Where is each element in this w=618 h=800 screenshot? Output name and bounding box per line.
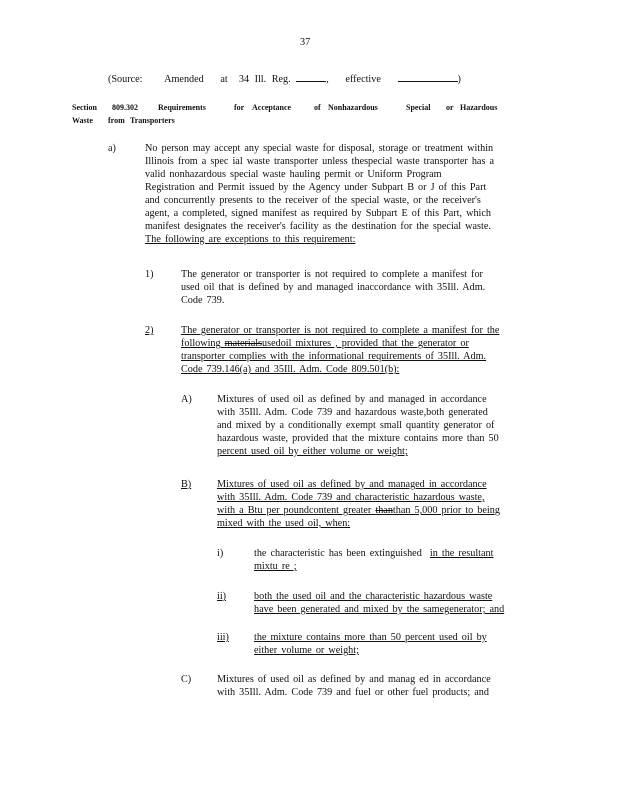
underlined-text: in the resultant — [429, 548, 494, 559]
text-segment: following — [181, 338, 221, 349]
text-line: have been generated and mixed by the samegenerator; and — [254, 604, 505, 615]
heading-word: Transporters — [130, 116, 175, 125]
text-line: mixed with the used oil, when: — [217, 518, 351, 529]
text-line: The generator or transporter is not required to complete a manifest for the — [181, 325, 500, 336]
text-line: Code 739.146(a) and 35Ill. Adm. Code 809.501(b): — [181, 364, 400, 375]
heading-word: Acceptance — [252, 103, 292, 112]
item-1-marker: 1) — [145, 269, 154, 280]
heading-word: from — [108, 116, 125, 125]
text-segment: than 5,000 prior to being — [392, 505, 500, 516]
text-line: both the used oil and the characteristic hazardous waste — [254, 591, 493, 602]
para-a-marker: a) — [108, 143, 116, 154]
text-segment: the characteristic has been extinguished — [254, 548, 422, 559]
item-A-marker: A) — [181, 394, 192, 405]
item-B-marker: B) — [181, 479, 192, 490]
text-line: with 35Ill. Adm. Code 739 and hazardous waste,both generated — [217, 407, 488, 418]
text-line: Registration and Permit issued by the Agency under Subpart B or J of this Part — [145, 182, 487, 193]
reg-blank — [296, 81, 326, 82]
section-label: Section — [72, 103, 97, 112]
text-line: and mixed by a conditionally exempt small quantity generator of — [217, 420, 495, 431]
heading-word: Requirements — [158, 103, 206, 112]
text-line: with 35Ill. Adm. Code 739 and characteristic hazardous waste, — [217, 492, 485, 503]
text-line: transporter complies with the informational requirements of 35Ill. Adm. — [181, 351, 487, 362]
heading-word: Hazardous — [460, 103, 498, 112]
item-1-text — [181, 268, 485, 307]
effective-blank — [398, 81, 458, 82]
heading-word: Waste — [72, 116, 93, 125]
section-heading-line2 — [72, 116, 232, 125]
text-line: either volume or weight; — [254, 645, 359, 656]
source-amended: Amended — [164, 74, 204, 85]
item-2-marker: 2) — [145, 325, 154, 336]
underlined-text-line: mixtu re ; — [254, 561, 297, 572]
page-number: 37 — [300, 37, 311, 48]
heading-word: Special — [406, 103, 431, 112]
text-line: Mixtures of used oil as defined by and managed in accordance — [217, 479, 487, 490]
item-C-text — [217, 673, 491, 699]
text-line: The generator or transporter is not required to complete a manifest for — [181, 269, 483, 280]
item-iii-marker: iii) — [217, 632, 229, 643]
text-line — [254, 547, 493, 560]
source-close: ) — [457, 74, 461, 85]
heading-word: for — [234, 103, 245, 112]
heading-word: of — [314, 103, 321, 112]
text-line: the mixture contains more than 50 percent used oil by — [254, 632, 487, 643]
source-effective: effective — [345, 74, 381, 85]
item-iii-text — [254, 631, 487, 657]
item-C-marker: C) — [181, 674, 192, 685]
underlined-text-line: The following are exceptions to this requirement: — [145, 234, 356, 245]
text-line: Mixtures of used oil as defined by and managed in accordance — [217, 394, 487, 405]
source-note: (Source: Amended at 34 Ill. Reg. , effective ) — [108, 74, 461, 85]
text-segment: usedoil mixtures , provided that the generator or — [262, 338, 469, 349]
underlined-text-line: percent used oil by either volume or weight; — [217, 446, 408, 457]
text-line: agent, a completed, signed manifest as required by Subpart E of this Part, which — [145, 208, 491, 219]
struck-text: than — [375, 505, 393, 516]
text-line: No person may accept any special waste for disposal, storage or treatment within — [145, 143, 494, 154]
para-a-text — [145, 142, 494, 246]
source-at: at — [220, 74, 228, 85]
item-ii-text — [254, 590, 504, 616]
text-line: hazardous waste, provided that the mixture contains more than 50 — [217, 433, 499, 444]
text-line: used oil that is defined by and managed inaccordance with 35Ill. Adm. — [181, 282, 486, 293]
item-B-text — [217, 478, 500, 530]
text-line: manifest designates the receiver's facility as the destination for the special waste. — [145, 221, 491, 232]
text-line: Illinois from a spec ial waste transporter unless thespecial waste transporter has a — [145, 156, 494, 167]
text-line: Code 739. — [181, 295, 225, 306]
source-reg: 34 Ill. Reg. — [238, 74, 291, 85]
text-line — [217, 504, 500, 517]
struck-text: materials — [224, 338, 263, 349]
heading-word: or — [446, 103, 454, 112]
text-line — [181, 337, 499, 350]
section-number: 809.302 — [112, 103, 138, 112]
text-line: Mixtures of used oil as defined by and manag ed in accordance — [217, 674, 491, 685]
text-line: valid nonhazardous special waste hauling permit or Uniform Program — [145, 169, 442, 180]
item-i-text — [254, 547, 493, 573]
text-segment: with a Btu per poundcontent greater — [217, 505, 372, 516]
item-A-text — [217, 393, 499, 458]
heading-word: Nonhazardous — [328, 103, 378, 112]
text-line: and concurrently presents to the receiver of the special waste, or the receiver's — [145, 195, 481, 206]
item-i-marker: i) — [217, 548, 224, 559]
text-line: with 35Ill. Adm. Code 739 and fuel or other fuel products; and — [217, 687, 489, 698]
item-2-text — [181, 324, 499, 376]
source-open: (Source: — [108, 74, 143, 85]
item-ii-marker: ii) — [217, 591, 227, 602]
section-heading — [72, 103, 498, 112]
